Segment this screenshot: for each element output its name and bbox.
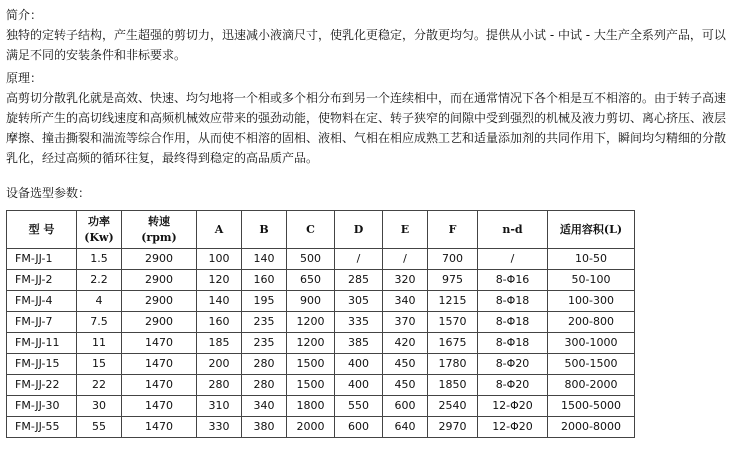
table-cell: 1780 (428, 354, 478, 375)
parameter-table (6, 210, 635, 438)
table-row (7, 291, 635, 312)
table-cell: 650 (287, 270, 335, 291)
table-cell: 385 (335, 333, 383, 354)
table-cell: 500 (287, 249, 335, 270)
table-cell: 600 (335, 417, 383, 438)
model-cell: FM-JJ-30 (7, 396, 77, 417)
table-cell: 420 (383, 333, 428, 354)
table-cell: 600 (383, 396, 428, 417)
table-cell: 12-Φ20 (478, 417, 548, 438)
table-cell: 100 (197, 249, 242, 270)
table-cell: 12-Φ20 (478, 396, 548, 417)
table-cell: 1470 (122, 354, 197, 375)
model-cell: FM-JJ-22 (7, 375, 77, 396)
table-cell: 8-Φ16 (478, 270, 548, 291)
model-cell: FM-JJ-55 (7, 417, 77, 438)
column-header (335, 211, 383, 249)
column-header (242, 211, 287, 249)
table-row (7, 417, 635, 438)
table-cell: 320 (383, 270, 428, 291)
table-cell: 305 (335, 291, 383, 312)
column-header (7, 211, 77, 249)
column-header-unit: (Kw) (84, 230, 114, 244)
table-cell: 280 (197, 375, 242, 396)
table-cell: / (335, 249, 383, 270)
table-cell: 975 (428, 270, 478, 291)
intro-heading: 简介： (6, 8, 43, 22)
table-cell: 2900 (122, 291, 197, 312)
table-cell: 300-1000 (548, 333, 635, 354)
table-row (7, 333, 635, 354)
table-cell: 160 (197, 312, 242, 333)
column-header-label: 功率 (88, 214, 110, 228)
table-cell: 15 (77, 354, 122, 375)
column-header-label: 适用容积(L) (559, 222, 623, 236)
table-cell: 11 (77, 333, 122, 354)
table-cell: 120 (197, 270, 242, 291)
principle-heading: 原理： (6, 71, 43, 85)
column-header (77, 211, 122, 249)
table-cell: 1.5 (77, 249, 122, 270)
table-row (7, 270, 635, 291)
column-header-label: n-d (502, 222, 523, 236)
table-cell: 1200 (287, 333, 335, 354)
table-cell: 500-1500 (548, 354, 635, 375)
model-cell: FM-JJ-2 (7, 270, 77, 291)
table-row (7, 354, 635, 375)
column-header-label: A (214, 222, 224, 236)
column-header-label: B (259, 222, 269, 236)
table-cell: 8-Φ18 (478, 333, 548, 354)
model-cell: FM-JJ-15 (7, 354, 77, 375)
column-header-label: 型 号 (28, 222, 55, 236)
table-cell: 800-2000 (548, 375, 635, 396)
table-cell: 8-Φ20 (478, 354, 548, 375)
table-cell: 200 (197, 354, 242, 375)
table-cell: 1850 (428, 375, 478, 396)
table-cell: 30 (77, 396, 122, 417)
model-cell: FM-JJ-1 (7, 249, 77, 270)
table-cell: 1500 (287, 375, 335, 396)
table-cell: 50-100 (548, 270, 635, 291)
table-cell: 370 (383, 312, 428, 333)
column-header (548, 211, 635, 249)
table-cell: 2.2 (77, 270, 122, 291)
table-cell: 280 (242, 354, 287, 375)
table-cell: 380 (242, 417, 287, 438)
column-header (287, 211, 335, 249)
column-header (197, 211, 242, 249)
table-cell: 1500-5000 (548, 396, 635, 417)
model-cell: FM-JJ-11 (7, 333, 77, 354)
table-cell: 1500 (287, 354, 335, 375)
column-header-label: C (306, 222, 315, 236)
table-cell: 1470 (122, 396, 197, 417)
table-cell: 330 (197, 417, 242, 438)
table-cell: 640 (383, 417, 428, 438)
table-cell: 55 (77, 417, 122, 438)
column-header (478, 211, 548, 249)
column-header (383, 211, 428, 249)
table-cell: 195 (242, 291, 287, 312)
table-cell: 280 (242, 375, 287, 396)
table-cell: 1470 (122, 375, 197, 396)
table-cell: 1215 (428, 291, 478, 312)
table-cell: 1800 (287, 396, 335, 417)
column-header-label: E (400, 222, 410, 236)
table-cell: 2540 (428, 396, 478, 417)
table-cell: 340 (242, 396, 287, 417)
table-cell: 400 (335, 375, 383, 396)
column-header-label: 转速 (148, 214, 170, 228)
table-cell: 2900 (122, 270, 197, 291)
table-cell: 550 (335, 396, 383, 417)
table-cell: 8-Φ18 (478, 312, 548, 333)
table-header-row (7, 211, 635, 249)
table-cell: 400 (335, 354, 383, 375)
table-cell: 450 (383, 375, 428, 396)
intro-paragraph: 独特的定转子结构，产生超强的剪切力，迅速减小液滴尺寸，使乳化更稳定，分散更均匀。提供从小试 - 中试 - 大生产全系列产品，可以满足不同的安装条件和非标要求。 (6, 28, 726, 62)
table-cell: 235 (242, 333, 287, 354)
table-cell: 310 (197, 396, 242, 417)
table-cell: 2900 (122, 249, 197, 270)
table-cell: 2000-8000 (548, 417, 635, 438)
table-cell: 2000 (287, 417, 335, 438)
table-cell: 200-800 (548, 312, 635, 333)
table-cell: 100-300 (548, 291, 635, 312)
table-cell: 335 (335, 312, 383, 333)
table-cell: 4 (77, 291, 122, 312)
table-row (7, 396, 635, 417)
table-cell: 10-50 (548, 249, 635, 270)
column-header (428, 211, 478, 249)
table-cell: 700 (428, 249, 478, 270)
principle-paragraph: 高剪切分散乳化就是高效、快速、均匀地将一个相或多个相分布到另一个连续相中，而在通常情况下各个相是互不相溶的。由于转子高速旋转所产生的高切线速度和高频机械效应带来的强劲动能，使物料在定、转子狭窄的间隙中受到强烈的机械及液力剪切、离心挤压、液层摩擦、撞击撕裂和湍流等综合作用，从而使不相溶的固相、液相、气相在相应成熟工艺和适量添加剂的共同作用下，瞬间均匀精细的分散乳化，经过高频的循环往复，最终得到稳定的高品质产品。 (6, 91, 727, 165)
table-cell: 1570 (428, 312, 478, 333)
params-heading: 设备选型参数： (6, 186, 91, 200)
table-cell: 140 (242, 249, 287, 270)
model-cell: FM-JJ-7 (7, 312, 77, 333)
table-row (7, 249, 635, 270)
table-row (7, 312, 635, 333)
column-header-label: F (448, 222, 457, 236)
table-cell: 285 (335, 270, 383, 291)
table-cell: / (478, 249, 548, 270)
column-header-label: D (353, 222, 364, 236)
column-header-unit: (rpm) (141, 230, 177, 244)
table-cell: 22 (77, 375, 122, 396)
table-cell: 450 (383, 354, 428, 375)
table-cell: / (383, 249, 428, 270)
table-cell: 7.5 (77, 312, 122, 333)
table-cell: 1470 (122, 417, 197, 438)
table-cell: 1200 (287, 312, 335, 333)
model-cell: FM-JJ-4 (7, 291, 77, 312)
column-header (122, 211, 197, 249)
table-cell: 1675 (428, 333, 478, 354)
table-cell: 140 (197, 291, 242, 312)
table-cell: 900 (287, 291, 335, 312)
table-cell: 1470 (122, 333, 197, 354)
table-row (7, 375, 635, 396)
table-cell: 160 (242, 270, 287, 291)
table-cell: 340 (383, 291, 428, 312)
table-cell: 2970 (428, 417, 478, 438)
table-cell: 8-Φ18 (478, 291, 548, 312)
table-cell: 185 (197, 333, 242, 354)
table-cell: 235 (242, 312, 287, 333)
table-cell: 2900 (122, 312, 197, 333)
table-cell: 8-Φ20 (478, 375, 548, 396)
